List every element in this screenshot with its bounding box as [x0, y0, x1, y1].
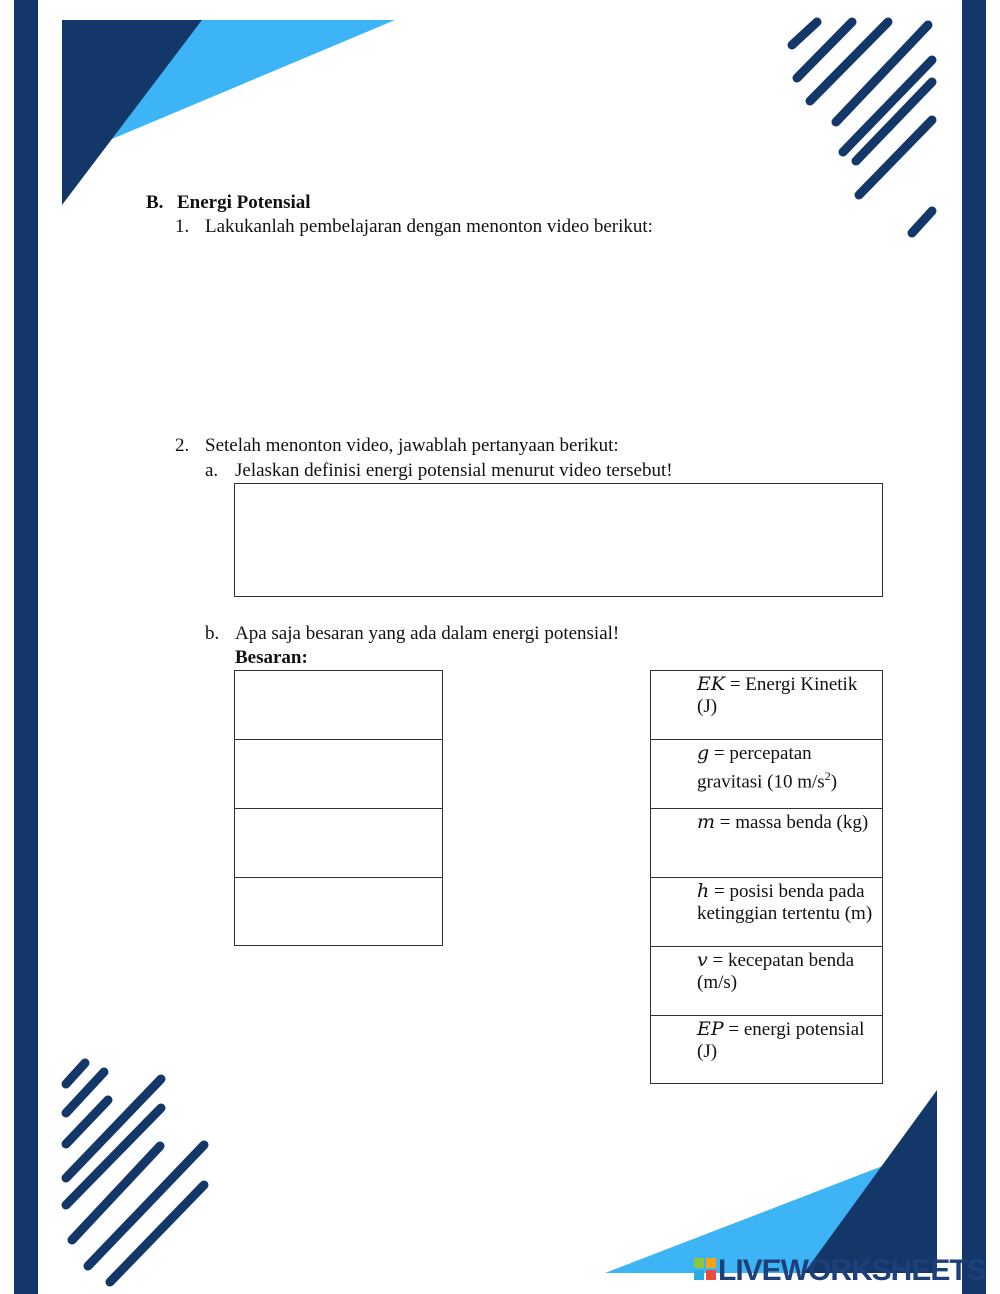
- legend-symbol: EP: [697, 1018, 724, 1040]
- item-2-text: Setelah menonton video, jawablah pertanyaan berikut:: [205, 435, 619, 456]
- top-right-stripes: [792, 22, 932, 233]
- besaran-answer-cell-3[interactable]: [234, 808, 443, 878]
- legend-symbol: h: [697, 880, 710, 902]
- legend-desc-tail: ): [830, 771, 838, 793]
- besaran-answer-cell-4[interactable]: [234, 877, 443, 946]
- bottom-right-dark-triangle: [804, 1090, 937, 1273]
- legend-row-v[interactable]: [650, 946, 883, 1016]
- section-title: Energi Potensial: [177, 192, 311, 213]
- bottom-left-stripes: [66, 1063, 204, 1282]
- legend-desc: = posisi benda pada ketinggian tertentu (m): [697, 881, 873, 924]
- item-2-number: 2.: [175, 435, 190, 456]
- legend-desc: = kecepatan benda (m/s): [697, 950, 855, 993]
- legend-desc: = percepatan gravitasi (10 m/s: [697, 743, 825, 793]
- legend-desc: = massa benda (kg): [719, 812, 869, 833]
- besaran-answer-cell-1[interactable]: [234, 670, 443, 740]
- besaran-heading: Besaran:: [235, 647, 308, 668]
- legend-row-m[interactable]: [650, 808, 883, 878]
- item-1-number: 1.: [175, 216, 190, 237]
- question-a-letter: a.: [205, 460, 219, 481]
- legend-desc: = energi potensial (J): [697, 1019, 865, 1062]
- liveworksheets-logo-icon: [694, 1258, 716, 1280]
- legend-symbol: g: [697, 742, 710, 764]
- top-left-dark-triangle: [62, 20, 202, 205]
- legend-desc: = Energi Kinetik (J): [697, 674, 858, 717]
- liveworksheets-logo-text: LIVEWORKSHEETS: [718, 1254, 986, 1287]
- section-letter: B.: [146, 192, 164, 213]
- question-b-letter: b.: [205, 623, 220, 644]
- legend-superscript: 2: [824, 769, 831, 783]
- legend-row-ek[interactable]: [650, 670, 883, 740]
- question-a-text: Jelaskan definisi energi potensial menurut video tersebut!: [235, 460, 673, 481]
- besaran-answer-cell-2[interactable]: [234, 739, 443, 809]
- question-b-text: Apa saja besaran yang ada dalam energi potensial!: [235, 623, 620, 644]
- legend-symbol: v: [697, 949, 708, 971]
- legend-row-g[interactable]: [650, 739, 883, 809]
- answer-a-box[interactable]: [234, 483, 883, 597]
- legend-row-ep[interactable]: [650, 1015, 883, 1084]
- item-1-text: Lakukanlah pembelajaran dengan menonton video berikut:: [205, 216, 653, 237]
- legend-symbol: EK: [697, 673, 726, 695]
- legend-row-h[interactable]: [650, 877, 883, 947]
- legend-symbol: m: [697, 811, 716, 833]
